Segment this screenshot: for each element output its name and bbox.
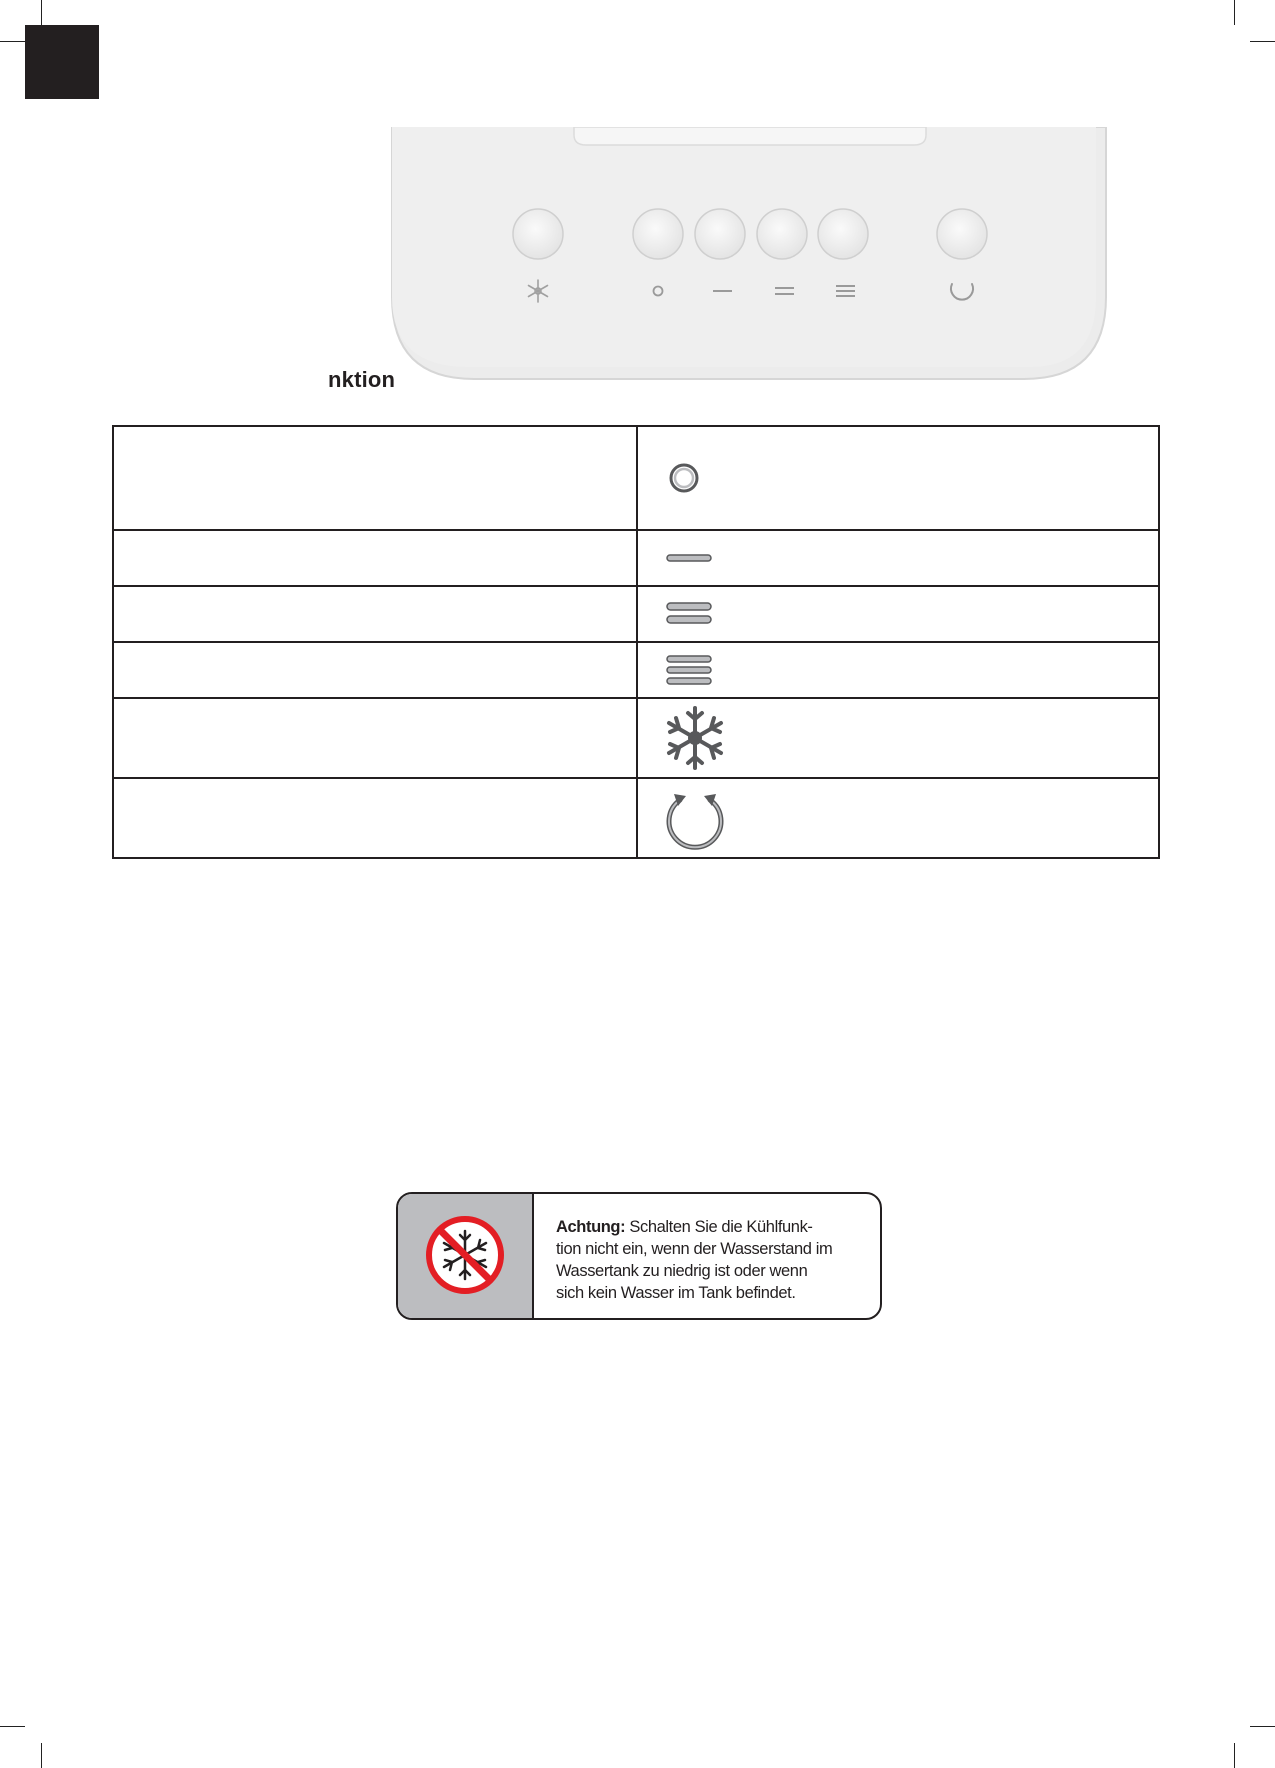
one-line-icon xyxy=(664,548,714,568)
table-row xyxy=(113,778,1159,858)
warning-label: Achtung: xyxy=(556,1218,626,1236)
crop-mark xyxy=(41,0,42,25)
crop-mark xyxy=(41,1743,42,1768)
speed-low-button[interactable] xyxy=(695,209,745,259)
control-panel-image xyxy=(390,127,1108,387)
circle-icon xyxy=(664,458,704,498)
crop-mark xyxy=(1250,1726,1275,1727)
crop-mark xyxy=(1234,1743,1235,1768)
two-lines-icon xyxy=(664,599,714,629)
warning-box xyxy=(396,1192,882,1320)
snowflake-icon xyxy=(664,704,726,772)
legend-description xyxy=(113,642,637,698)
speed-high-button[interactable] xyxy=(818,209,868,259)
table-row xyxy=(113,586,1159,642)
three-lines-icon xyxy=(664,653,714,687)
no-cooling-icon xyxy=(426,1216,504,1294)
oscillation-button[interactable] xyxy=(937,209,987,259)
table-row xyxy=(113,426,1159,530)
cooling-button[interactable] xyxy=(513,209,563,259)
page-tab-marker xyxy=(25,25,99,99)
table-row xyxy=(113,530,1159,586)
table-row xyxy=(113,698,1159,778)
legend-description xyxy=(113,586,637,642)
warning-line: sich kein Wasser im Tank befindet. xyxy=(556,1284,796,1302)
section-heading-fragment: nktion xyxy=(328,367,396,392)
speed-medium-button[interactable] xyxy=(757,209,807,259)
crop-mark xyxy=(1250,41,1275,42)
symbol-legend-table xyxy=(112,425,1160,859)
crop-mark xyxy=(0,1726,25,1727)
warning-line: tion nicht ein, wenn der Wasserstand im xyxy=(556,1240,833,1258)
rotate-icon xyxy=(664,786,726,850)
warning-line: Wassertank zu niedrig ist oder wenn xyxy=(556,1262,808,1280)
warning-line: Schalten Sie die Kühlfunk- xyxy=(629,1218,813,1236)
legend-description xyxy=(113,698,637,778)
warning-text xyxy=(556,1216,856,1304)
table-row xyxy=(113,642,1159,698)
legend-description xyxy=(113,778,637,858)
speed-off-button[interactable] xyxy=(633,209,683,259)
legend-description xyxy=(113,530,637,586)
crop-mark xyxy=(0,41,25,42)
legend-description xyxy=(113,426,637,530)
crop-mark xyxy=(1234,0,1235,25)
